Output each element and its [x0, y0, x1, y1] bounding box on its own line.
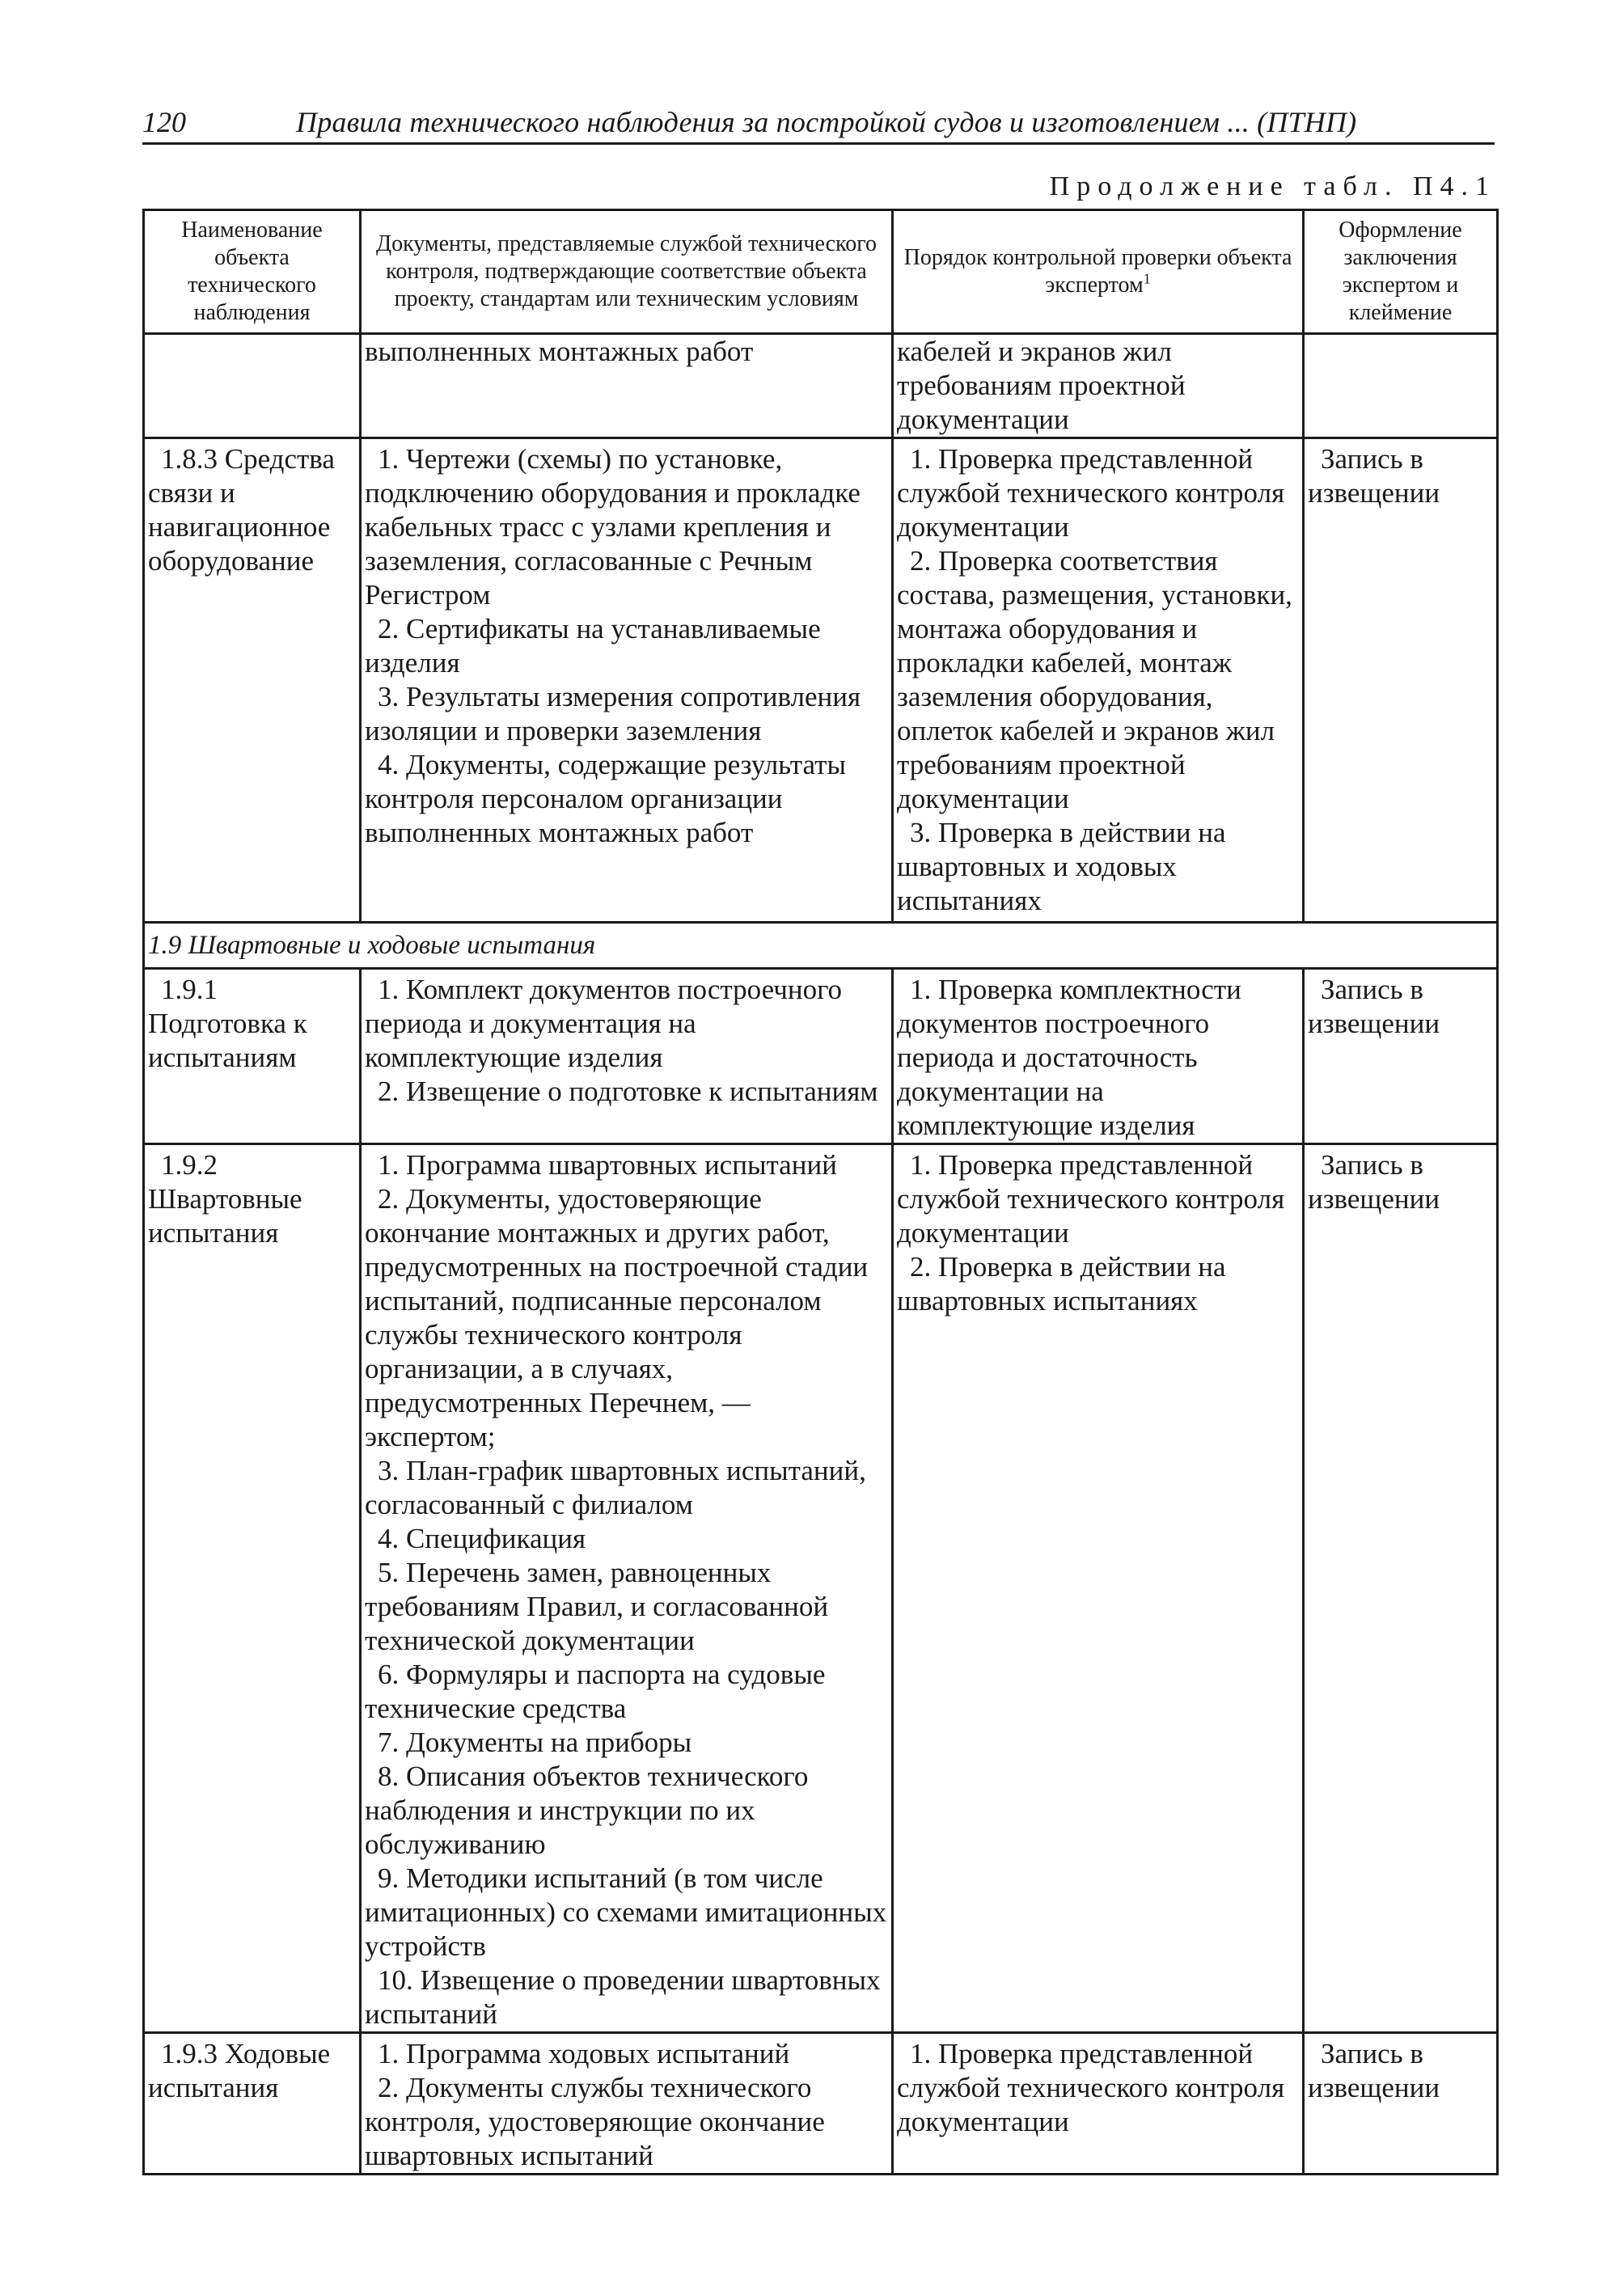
cell-result-empty	[1304, 334, 1498, 438]
section-row	[144, 923, 1498, 969]
object-name-text: 1.9.1 Подготовка к испытаниям	[148, 974, 307, 1073]
page-number: 120	[142, 106, 186, 138]
object-name-text: 1.9.3 Ходовые испытания	[148, 2038, 331, 2103]
cell-result	[1304, 438, 1498, 923]
cell-check	[893, 1144, 1304, 2033]
cell-result	[1304, 2033, 1498, 2175]
requirements-table	[142, 209, 1499, 2175]
cell-check	[893, 438, 1304, 923]
column-header-documents: Документы, представляемые службой технического контроля, подтверждающие соответствие объекта проекту, стандартам или техническим условиям	[361, 210, 893, 334]
list-item: 2. Сертификаты на устанавливаемые изделия	[365, 613, 821, 678]
list-item: 5. Перечень замен, равноценных требованиям Правил, и согласованной технической документации	[365, 1557, 829, 1656]
table-row	[144, 969, 1498, 1144]
list-item: 4. Спецификация	[378, 1523, 586, 1554]
cell-object-name	[144, 1144, 361, 2033]
cell-check: кабелей и экранов жил требованиям проектной документации	[893, 334, 1304, 438]
list-item: 8. Описания объектов технического наблюдения и инструкции по их обслуживанию	[365, 1761, 809, 1860]
list-item: 2. Документы, удостоверяющие окончание монтажных и других работ, предусмотренных на построечной стадии испытаний, подписанные персоналом службы технического контроля организации, а в случаях, предусмотренных Перечнем, — экспертом;	[365, 1183, 869, 1452]
cell-check	[893, 2033, 1304, 2175]
list-item: 2. Проверка соответствия состава, размещения, установки, монтажа оборудования и прокладки кабелей, монтаж заземления оборудования, оплеток кабелей и экранов жил требованиям проектной документации	[897, 545, 1292, 814]
list-item: 1. Проверка комплектности документов построечного периода и достаточность документации на комплектующие изделия	[897, 974, 1241, 1141]
page-header	[142, 104, 1495, 145]
column-header-conclusion: Оформление заключения экспертом и клеймение	[1304, 210, 1498, 334]
list-item: 1. Программа швартовных испытаний	[378, 1149, 837, 1181]
cell-documents	[361, 2033, 893, 2175]
object-name-text: 1.9.2 Швартовные испытания	[148, 1149, 302, 1249]
footnote-marker: 1	[1143, 270, 1151, 287]
table-row	[144, 2033, 1498, 2175]
column-header-check-procedure-text: Порядок контрольной проверки объекта экспертом	[903, 245, 1292, 298]
list-item: 2. Извещение о подготовке к испытаниям	[378, 1076, 878, 1107]
cell-result	[1304, 1144, 1498, 2033]
list-item: 2. Проверка в действии на швартовных испытаниях	[897, 1251, 1226, 1317]
cell-documents: выполненных монтажных работ	[361, 334, 893, 438]
list-item: 3. План-график швартовных испытаний, согласованный с филиалом	[365, 1455, 866, 1520]
result-text: Запись в извещении	[1308, 443, 1440, 509]
list-item: 10. Извещение о проведении швартовных испытаний	[365, 1964, 881, 2030]
list-item: 1. Программа ходовых испытаний	[378, 2038, 790, 2069]
list-item: 3. Результаты измерения сопротивления изоляции и проверки заземления	[365, 681, 861, 746]
cell-object-name	[144, 969, 361, 1144]
list-item: 9. Методики испытаний (в том числе имитационных) со схемами имитационных устройств	[365, 1862, 887, 1962]
table-header-row	[144, 210, 1498, 334]
result-text: Запись в извещении	[1308, 1149, 1440, 1215]
list-item: 1. Проверка представленной службой технического контроля документации	[897, 443, 1285, 543]
list-item: 6. Формуляры и паспорта на судовые технические средства	[365, 1659, 826, 1724]
section-title: 1.9 Швартовные и ходовые испытания	[144, 923, 1498, 969]
result-text: Запись в извещении	[1308, 974, 1440, 1039]
running-title: Правила технического наблюдения за постройкой судов и изготовлением ... (ПТНП)	[296, 106, 1357, 138]
column-header-check-procedure	[893, 210, 1304, 334]
list-item: 1. Комплект документов построечного периода и документация на комплектующие изделия	[365, 974, 843, 1073]
cell-check	[893, 969, 1304, 1144]
list-item: 1. Проверка представленной службой технического контроля документации	[897, 1149, 1285, 1249]
table-continuation-label: Продолжение табл. П4.1	[1049, 171, 1496, 201]
cell-documents	[361, 969, 893, 1144]
cell-documents	[361, 1144, 893, 2033]
table-row	[144, 1144, 1498, 2033]
list-item: 2. Документы службы технического контроля, удостоверяющие окончание швартовных испытаний	[365, 2072, 825, 2171]
table-row	[144, 334, 1498, 438]
list-item: 1. Чертежи (схемы) по установке, подключению оборудования и прокладке кабельных трасс с узлами крепления и заземления, согласованные с Речным Регистром	[365, 443, 861, 611]
column-header-object-name: Наименование объекта технического наблюдения	[144, 210, 361, 334]
table-row	[144, 438, 1498, 923]
list-item: 1. Проверка представленной службой технического контроля документации	[897, 2038, 1285, 2137]
cell-documents	[361, 438, 893, 923]
cell-object-name	[144, 438, 361, 923]
cell-object-name	[144, 2033, 361, 2175]
cell-name-empty	[144, 334, 361, 438]
list-item: 3. Проверка в действии на швартовных и ходовых испытаниях	[897, 817, 1226, 916]
object-name-text: 1.8.3 Средства связи и навигационное оборудование	[148, 443, 335, 577]
list-item: 4. Документы, содержащие результаты контроля персоналом организации выполненных монтажных работ	[365, 749, 846, 848]
cell-result	[1304, 969, 1498, 1144]
result-text: Запись в извещении	[1308, 2038, 1440, 2103]
list-item: 7. Документы на приборы	[378, 1727, 692, 1758]
